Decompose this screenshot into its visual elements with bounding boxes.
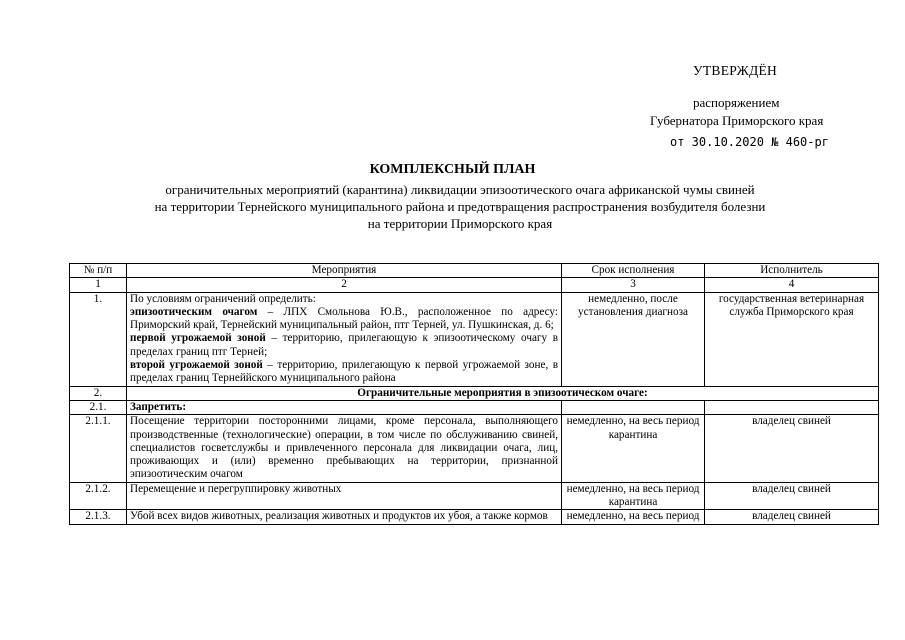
subtitle-line: ограничительных мероприятий (карантина) ликвидации эпизоотического очага африканской чумы свиней (165, 182, 755, 197)
row-term (562, 400, 705, 414)
section-row (70, 386, 879, 400)
focus-text: – ЛПХ Смольнова Ю.В., расположенное по адресу: Приморский край, Тернейский муниципальный район, птг Терней, ул. Пушкинская, д. 6; (130, 305, 558, 332)
row-executor: владелец свиней (705, 415, 879, 482)
row-number: 2. (70, 386, 127, 400)
table-row (70, 482, 879, 510)
row-term: немедленно, на весь период карантина (562, 482, 705, 510)
col-number: 3 (562, 278, 705, 292)
focus-term: эпизоотическим очагом (130, 305, 258, 318)
row-measure (127, 292, 562, 386)
table-row (70, 510, 879, 524)
row-number: 2.1.1. (70, 415, 127, 482)
subtitle-line: на территории Приморского края (367, 216, 553, 231)
document-subtitle (60, 181, 860, 232)
column-number-row (70, 278, 879, 292)
row-measure: Убой всех видов животных, реализация животных и продуктов их убоя, а также кормов (127, 510, 562, 524)
col-number: 1 (70, 278, 127, 292)
table-header-row (70, 264, 879, 278)
row-number: 2.1.3. (70, 510, 127, 524)
plan-table (69, 263, 879, 525)
table-row (70, 292, 879, 386)
row-number: 2.1.2. (70, 482, 127, 510)
zone1-text: – территорию, прилегающую к эпизоотическому очагу в пределах границ птг Терней; (130, 332, 558, 358)
row-executor (705, 400, 879, 414)
header-executor: Исполнитель (705, 264, 879, 278)
row-term: немедленно, на весь период (562, 510, 705, 524)
table-row (70, 415, 879, 482)
subtitle-line: на территории Тернейского муниципального района и предотвращения распространения возбудителя болезни (154, 199, 766, 214)
table-row (70, 400, 879, 414)
section-title: Ограничительные мероприятия в эпизоотическом очаге: (127, 386, 879, 400)
row-number: 2.1. (70, 400, 127, 414)
approval-date: от 30.10.2020 № 460-рг (670, 135, 829, 149)
row-number: 1. (70, 292, 127, 386)
zone2-text: – территорию, прилегающую к первой угрожаемой зоне, в пределах границ Тернеййского муниципального района (130, 359, 558, 385)
zone2-term: второй угрожаемой зоной (130, 359, 263, 372)
approval-by: распоряжением (693, 95, 780, 110)
header-number: № п/п (70, 264, 127, 278)
row-executor: государственная ветеринарная служба Приморского края (705, 292, 879, 386)
header-term: Срок исполнения (562, 264, 705, 278)
row-intro: По условиям ограничений определить: (130, 292, 316, 305)
header-measures: Мероприятия (127, 264, 562, 278)
row-term: немедленно, после установления диагноза (562, 292, 705, 386)
row-measure: Посещение территории посторонними лицами, кроме персонала, выполняющего производственные (технологические) операции, в том числе по обслуживанию свиней, специалистов госветслужбы и привлеченного персонала для ликвидации очага, лиц, проживающих и (или) временно пребывающих на территории, признанной эпизоотическим очагом (127, 415, 562, 482)
row-executor: владелец свиней (705, 510, 879, 524)
approved-label: УТВЕРЖДЁН (693, 63, 778, 78)
row-measure: Перемещение и перегруппировку животных (127, 482, 562, 510)
row-term: немедленно, на весь период карантина (562, 415, 705, 482)
zone1-term: первой угрожаемой зоной (130, 332, 266, 345)
col-number: 2 (127, 278, 562, 292)
row-measure: Запретить: (127, 400, 562, 414)
document-title: КОМПЛЕКСНЫЙ ПЛАН (369, 162, 536, 177)
col-number: 4 (705, 278, 879, 292)
approval-governor: Губернатора Приморского края (650, 113, 824, 128)
row-executor: владелец свиней (705, 482, 879, 510)
